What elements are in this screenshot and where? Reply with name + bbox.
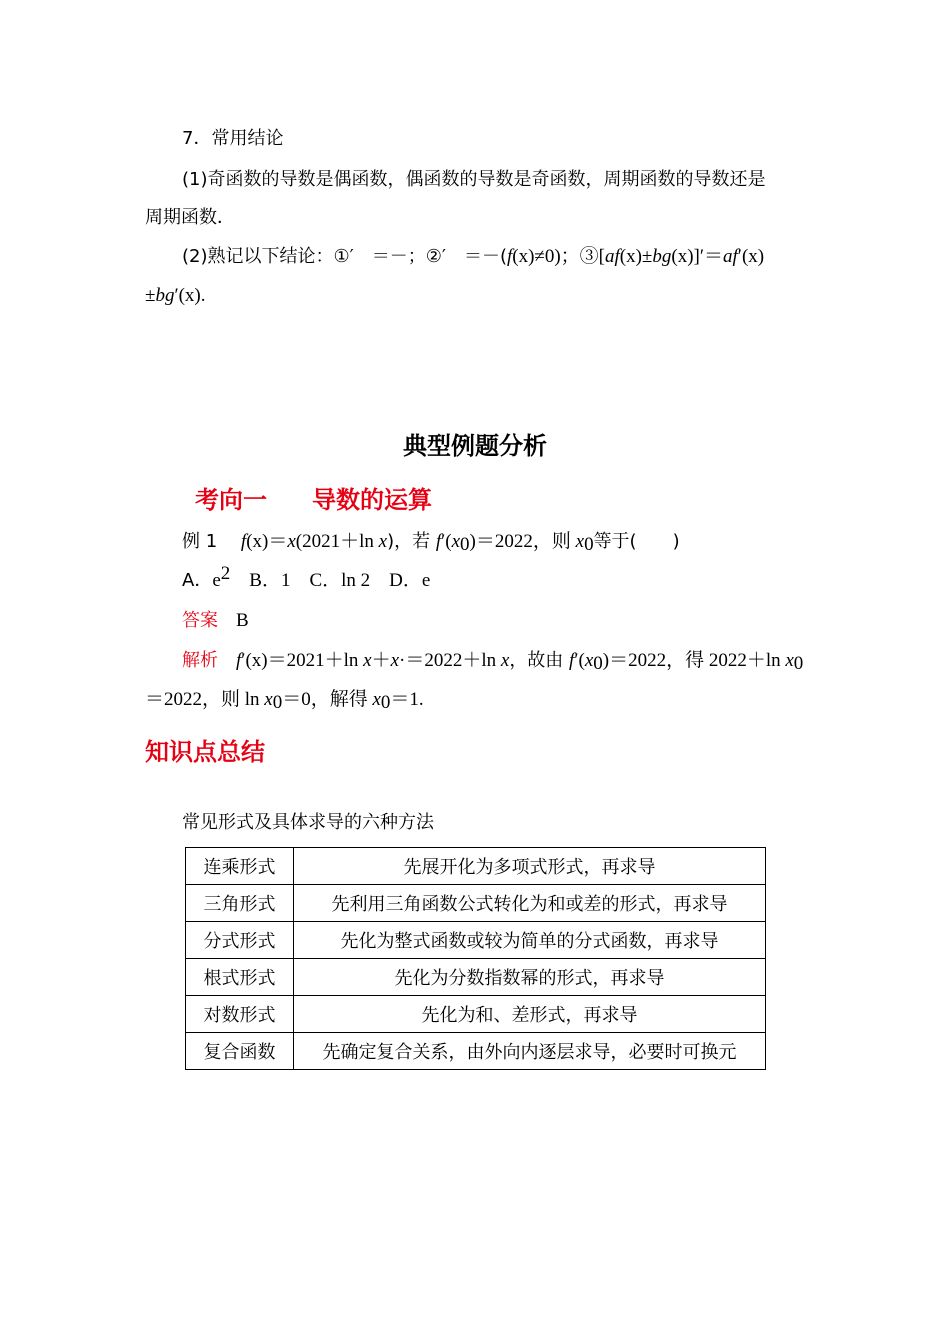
form-cell: 三角形式 — [186, 885, 294, 922]
options-rest: B．1 C．ln 2 D．e — [230, 570, 431, 591]
math-run: e — [212, 570, 221, 591]
subscript: 0 — [584, 534, 594, 555]
form-cell: 连乘形式 — [186, 848, 294, 885]
text-run: ，故由 — [509, 650, 570, 671]
math-run: (x)± — [619, 246, 653, 267]
analysis-line — [182, 648, 847, 674]
math-var: b — [155, 285, 165, 306]
subscript: 0 — [380, 692, 391, 713]
math-var: f — [435, 531, 442, 552]
math-var: g — [661, 246, 672, 267]
subscript: 0 — [593, 653, 603, 674]
subscript: 0 — [460, 534, 470, 555]
table-row — [186, 922, 766, 959]
math-var: x — [451, 531, 461, 552]
math-var: x — [287, 531, 296, 552]
direction-label: 考向一 — [195, 486, 267, 514]
options-line — [182, 563, 847, 594]
text-run: 等于( ) — [593, 531, 680, 552]
math-var: x — [584, 650, 594, 671]
math-run: ·＝2022＋ln — [399, 650, 501, 671]
page-title: 典型例题分析 — [403, 432, 547, 460]
section-heading: 7．常用结论 — [182, 128, 284, 149]
math-run: ′(x). — [174, 285, 206, 306]
math-var: x — [264, 689, 273, 710]
math-var: a — [605, 246, 615, 267]
method-cell: 先化为和、差形式，再求导 — [294, 996, 766, 1033]
analysis-line — [145, 687, 810, 713]
superscript: 2 — [220, 563, 231, 584]
math-run: ＝1. — [390, 689, 424, 710]
table-row — [186, 885, 766, 922]
math-var: x — [575, 531, 585, 552]
math-run: (x)≠0)；③[ — [512, 246, 605, 267]
form-cell: 分式形式 — [186, 922, 294, 959]
form-cell: 复合函数 — [186, 1033, 294, 1070]
summary-heading: 知识点总结 — [145, 738, 265, 766]
table-row — [186, 1033, 766, 1070]
option-a-label: A． — [182, 570, 213, 591]
math-var: x — [378, 531, 388, 552]
math-run: (2021＋ln — [295, 531, 379, 552]
math-run: ′( — [574, 650, 585, 671]
methods-table — [185, 847, 766, 1070]
table-row — [186, 959, 766, 996]
math-var: f — [614, 246, 620, 267]
math-run: ＝0，解得 — [282, 689, 373, 710]
answer-label: 答案 — [182, 610, 218, 631]
method-cell: 先利用三角函数公式转化为和或差的形式，再求导 — [294, 885, 766, 922]
method-cell: 先确定复合关系，由外向内逐层求导，必要时可换元 — [294, 1033, 766, 1070]
subscript: 0 — [793, 653, 804, 674]
math-var: f — [240, 531, 247, 552]
math-run: (x)]′＝ — [671, 246, 724, 267]
math-var: x — [363, 650, 372, 671]
math-run: )＝2022，则 — [469, 531, 576, 552]
math-var: x — [372, 689, 381, 710]
method-cell: 先化为整式函数或较为简单的分式函数，再求导 — [294, 922, 766, 959]
math-var: a — [723, 246, 733, 267]
math-var: f — [732, 246, 738, 267]
math-var: f — [236, 650, 242, 671]
example-label: 例 1 — [182, 531, 218, 552]
form-cell: 根式形式 — [186, 959, 294, 996]
math-run: ± — [145, 285, 156, 306]
math-var: x — [785, 650, 794, 671]
table-row — [186, 848, 766, 885]
formula-line — [145, 283, 810, 309]
table-caption: 常见形式及具体求导的六种方法 — [182, 812, 434, 833]
answer-value: B — [236, 610, 249, 631]
math-run: ＋ — [371, 650, 391, 671]
method-cell: 先展开化为多项式形式，再求导 — [294, 848, 766, 885]
answer-line — [182, 608, 847, 634]
subscript: 0 — [272, 692, 283, 713]
math-var: x — [500, 650, 510, 671]
math-var: f — [569, 650, 575, 671]
math-run: ′(x)＝2021＋ln — [241, 650, 364, 671]
analysis-label: 解析 — [182, 650, 218, 671]
form-cell: 对数形式 — [186, 996, 294, 1033]
paragraph-line: 周期函数． — [145, 207, 235, 228]
math-var: b — [652, 246, 662, 267]
method-cell: 先化为分数指数幂的形式，再求导 — [294, 959, 766, 996]
math-run: ′( — [441, 531, 452, 552]
text-run: (2)熟记以下结论：①′ ＝－；②′ ＝－( — [182, 246, 507, 267]
math-run: (x)＝ — [246, 531, 288, 552]
example-line — [182, 529, 847, 555]
math-run: ′(x) — [737, 246, 765, 267]
paragraph-line: (1)奇函数的导数是偶函数，偶函数的导数是奇函数，周期函数的导数还是 — [182, 169, 766, 190]
math-var: x — [390, 650, 400, 671]
direction-name: 导数的运算 — [312, 486, 432, 514]
formula-line — [182, 244, 847, 270]
text-run: )，若 — [387, 531, 436, 552]
math-var: g — [164, 285, 175, 306]
math-run: )＝2022，得 2022＋ln — [602, 650, 786, 671]
math-run: ＝2022，则 ln — [145, 689, 265, 710]
table-row — [186, 996, 766, 1033]
math-var: f — [506, 246, 513, 267]
